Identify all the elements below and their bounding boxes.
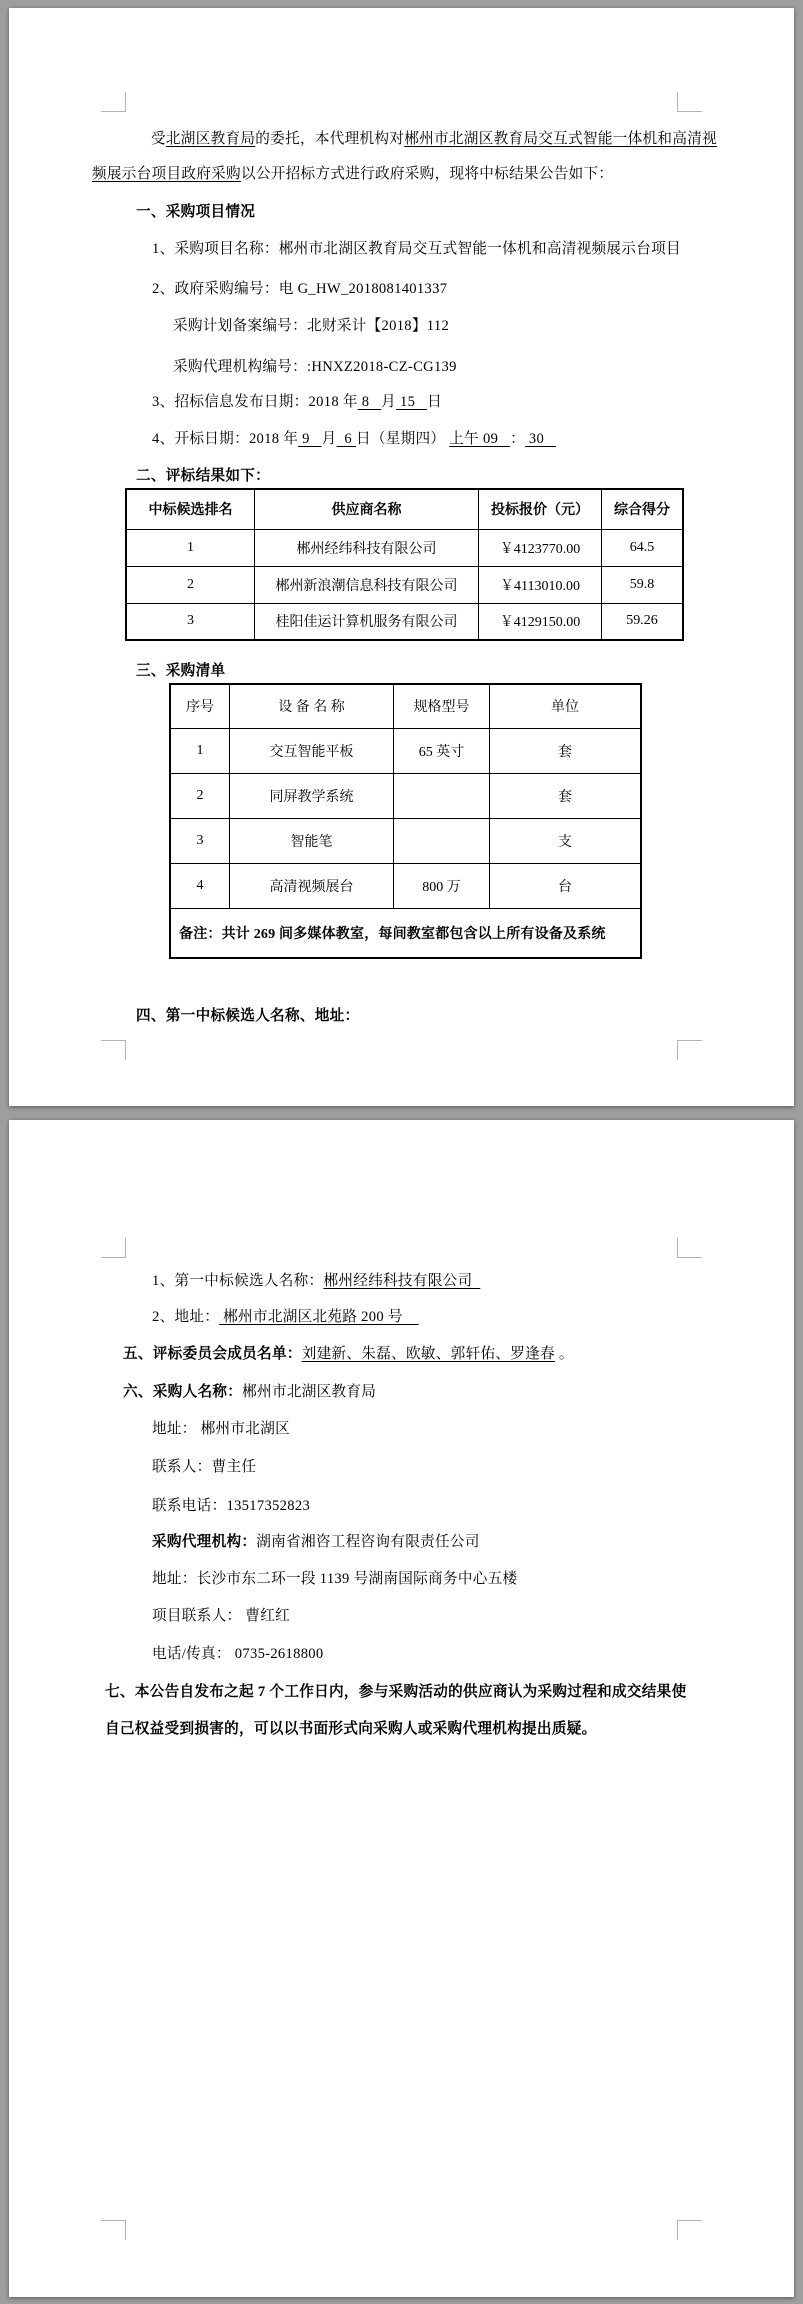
project-contact-line: 项目联系人： 曹红红 xyxy=(152,1608,290,1624)
date-text: ： xyxy=(510,431,525,447)
section-5-heading xyxy=(123,1345,574,1364)
intro-text: 以公开招标方式进行政府采购，现将中标结果公告如下： xyxy=(240,166,614,182)
intro-text: 受 xyxy=(151,131,166,147)
table-cell: 套 xyxy=(490,773,642,818)
table-row xyxy=(170,773,641,818)
table-cell: 2 xyxy=(170,773,230,818)
column-header: 设 备 名 称 xyxy=(230,684,394,728)
table-cell: 64.5 xyxy=(602,529,684,566)
table-cell xyxy=(394,818,490,863)
field-label: 2、地址： xyxy=(152,1309,220,1325)
margin-crop-mark xyxy=(101,1238,126,1258)
purchaser-phone-line: 联系电话：13517352823 xyxy=(152,1498,311,1514)
table-cell: 1 xyxy=(126,529,255,566)
date-text: 日（星期四） xyxy=(355,431,446,447)
table-cell: 智能笔 xyxy=(230,818,394,863)
intro-paragraph-line1 xyxy=(151,130,717,149)
table-cell: 4 xyxy=(170,863,230,908)
table-row xyxy=(170,863,641,908)
bid-results-table xyxy=(125,488,684,641)
hour-blank: 09 xyxy=(479,431,511,447)
table-cell xyxy=(394,773,490,818)
section-1-heading: 一、采购项目情况 xyxy=(136,204,256,220)
table-cell: ￥4113010.00 xyxy=(479,566,602,603)
table-row xyxy=(170,728,641,773)
table-cell: 套 xyxy=(490,728,642,773)
purchaser-contact-line: 联系人：曹主任 xyxy=(152,1459,257,1475)
plan-filing-number-line: 采购计划备案编号：北财采计【2018】112 xyxy=(173,318,450,334)
remark-cell: 备注：共计 269 间多媒体教室，每间教室都包含以上所有设备及系统 xyxy=(170,908,641,958)
column-header: 投标报价（元） xyxy=(479,489,602,529)
table-cell: 3 xyxy=(126,603,255,640)
table-cell: 59.26 xyxy=(602,603,684,640)
section-2-heading: 二、评标结果如下： xyxy=(136,468,271,484)
section-6-heading xyxy=(123,1383,376,1402)
agency-number-line: 采购代理机构编号：:HNXZ2018-CZ-CG139 xyxy=(173,359,457,375)
section-7-paragraph-line1: 七、本公告自发布之起 7 个工作日内，参与采购活动的供应商认为采购过程和成交结果使 xyxy=(105,1684,687,1700)
agency-name: 湖南省湘咨工程咨询有限责任公司 xyxy=(256,1534,480,1550)
margin-crop-mark xyxy=(101,2220,126,2240)
table-cell: 同屏教学系统 xyxy=(230,773,394,818)
date-label: 3、招标信息发布日期：2018 年 xyxy=(152,394,358,410)
field-label: 五、评标委员会成员名单： xyxy=(123,1346,302,1362)
table-cell: 3 xyxy=(170,818,230,863)
column-header: 供应商名称 xyxy=(255,489,479,529)
table-cell: 交互智能平板 xyxy=(230,728,394,773)
date-text: 日 xyxy=(427,394,442,410)
procurement-number-line: 2、政府采购编号：电 G_HW_2018081401337 xyxy=(152,281,448,297)
sentence-end: 。 xyxy=(554,1346,574,1362)
agency-line xyxy=(152,1533,480,1552)
purchaser-address-line: 地址： 郴州市北湖区 xyxy=(152,1421,290,1437)
bid-publish-date-line xyxy=(152,393,442,412)
section-3-heading: 三、采购清单 xyxy=(136,663,226,679)
date-day-blank: 15 xyxy=(396,394,428,410)
field-label: 六、采购人名称： xyxy=(123,1384,243,1400)
margin-crop-mark xyxy=(101,92,126,112)
underlined-project-name: 郴州市北湖区教育局交互式智能一体机和高清视 xyxy=(404,131,718,147)
first-candidate-address: 郴州市北湖区北苑路 200 号 xyxy=(219,1309,419,1325)
tel-fax-line: 电话/传真： 0735-2618800 xyxy=(152,1646,324,1662)
date-label: 4、开标日期：2018 年 xyxy=(152,431,299,447)
table-cell: 高清视频展台 xyxy=(230,863,394,908)
underlined-project-name: 频展示台项目政府采购 xyxy=(92,166,241,182)
ampm-label: 上午 xyxy=(449,431,480,447)
table-header-row xyxy=(126,489,683,529)
table-row xyxy=(126,529,683,566)
document-page-1 xyxy=(9,8,794,1106)
table-cell: 1 xyxy=(170,728,230,773)
field-label: 采购代理机构： xyxy=(152,1534,257,1550)
date-month-blank: 8 xyxy=(357,394,382,410)
date-month-blank: 9 xyxy=(298,431,322,447)
document-page-2 xyxy=(9,1120,794,2297)
table-row xyxy=(126,603,683,640)
table-cell: 65 英寸 xyxy=(394,728,490,773)
underlined-entity: 北湖区教育局 xyxy=(165,131,256,147)
table-cell: 59.8 xyxy=(602,566,684,603)
column-header: 中标候选排名 xyxy=(126,489,255,529)
date-text: 月 xyxy=(321,431,337,447)
section-7-paragraph-line2: 自己权益受到损害的，可以以书面形式向采购人或采购代理机构提出质疑。 xyxy=(105,1721,597,1737)
minute-blank: 30 xyxy=(524,431,556,447)
agency-address-line: 地址：长沙市东二环一段 1139 号湖南国际商务中心五楼 xyxy=(152,1571,518,1587)
purchase-list-table xyxy=(169,683,642,959)
table-cell: 2 xyxy=(126,566,255,603)
intro-text: 的委托，本代理机构对 xyxy=(255,131,405,147)
date-day-blank: 6 xyxy=(336,431,356,447)
committee-members: 刘建新、朱磊、欧敏、郭轩佑、罗逢春 xyxy=(301,1346,555,1362)
table-cell: 支 xyxy=(490,818,642,863)
purchaser-name: 郴州市北湖区教育局 xyxy=(242,1384,377,1400)
date-text: 月 xyxy=(381,394,397,410)
margin-crop-mark xyxy=(677,1238,702,1258)
bid-opening-date-line xyxy=(152,430,556,449)
table-cell: 800 万 xyxy=(394,863,490,908)
margin-crop-mark xyxy=(101,1040,126,1060)
column-header: 规格型号 xyxy=(394,684,490,728)
table-remark-row xyxy=(170,908,641,958)
table-cell: ￥4129150.00 xyxy=(479,603,602,640)
margin-crop-mark xyxy=(677,92,702,112)
column-header: 综合得分 xyxy=(602,489,684,529)
first-candidate-name: 郴州经纬科技有限公司 xyxy=(323,1273,481,1289)
table-cell: 桂阳佳运计算机服务有限公司 xyxy=(255,603,479,640)
column-header: 单位 xyxy=(490,684,642,728)
first-candidate-address-line xyxy=(152,1308,419,1327)
margin-crop-mark xyxy=(677,1040,702,1060)
field-label: 1、第一中标候选人名称： xyxy=(152,1273,324,1289)
table-cell: 郴州经纬科技有限公司 xyxy=(255,529,479,566)
table-cell: ￥4123770.00 xyxy=(479,529,602,566)
table-row xyxy=(170,818,641,863)
table-header-row xyxy=(170,684,641,728)
margin-crop-mark xyxy=(677,2220,702,2240)
column-header: 序号 xyxy=(170,684,230,728)
table-cell: 台 xyxy=(490,863,642,908)
project-name-line: 1、采购项目名称：郴州市北湖区教育局交互式智能一体机和高清视频展示台项目 xyxy=(152,241,681,257)
table-cell: 郴州新浪潮信息科技有限公司 xyxy=(255,566,479,603)
table-row xyxy=(126,566,683,603)
first-candidate-name-line xyxy=(152,1272,480,1291)
intro-paragraph-line2 xyxy=(92,165,613,184)
section-4-heading: 四、第一中标候选人名称、地址： xyxy=(136,1008,360,1024)
